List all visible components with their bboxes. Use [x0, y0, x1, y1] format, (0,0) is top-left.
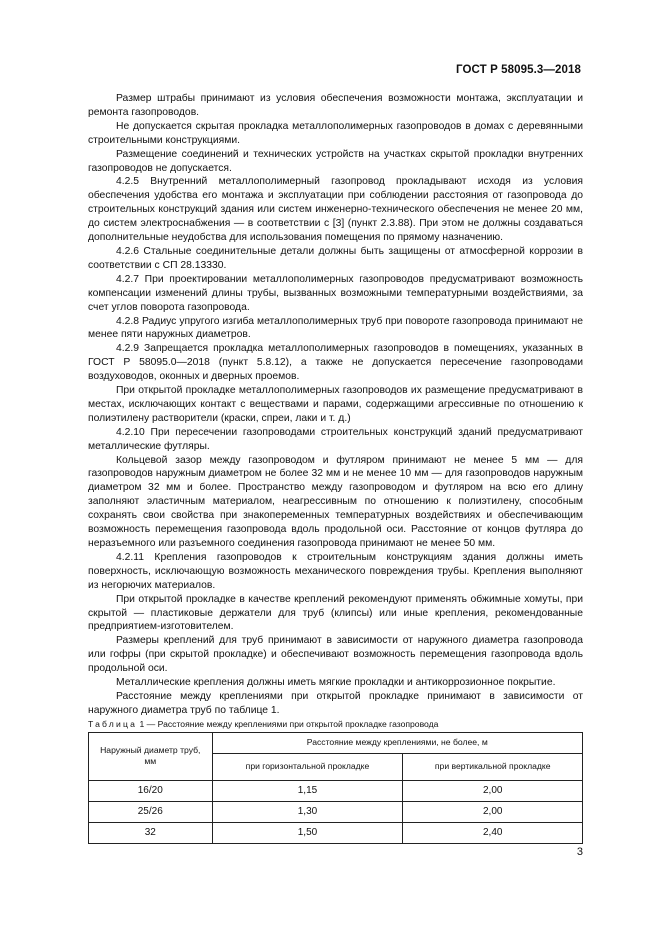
table-caption-text: 1 — Расстояние между креплениями при открытой прокладке газопровода [139, 718, 439, 729]
paragraph: Размер штрабы принимают из условия обеспечения возможности монтажа, эксплуатации и ремонта газопроводов. [88, 93, 583, 118]
distance-table [88, 732, 583, 844]
paragraph: 4.2.8 Радиус упругого изгиба металлополимерных труб при повороте газопровода принимают не менее пяти наружных диаметров. [88, 315, 583, 341]
paragraph: При открытой прокладке металлополимерных газопроводов их размещение предусматривают в местах, исключающих контакт с веществами и парами, содержащими агрессивные по отношению к полиэтилену растворители (краски, спреи, лаки и т. д.) [88, 385, 583, 424]
paragraph: Размещение соединений и технических устройств на участках скрытой прокладки внутренних газопроводов не допускается. [88, 148, 583, 174]
cell-vertical: 2,00 [403, 780, 583, 801]
document-standard-header: ГОСТ Р 58095.3—2018 [456, 64, 581, 76]
cell-vertical: 2,40 [403, 822, 583, 843]
paragraph: 4.2.7 При проектировании металлополимерных газопроводов предусматривают возможность компенсации изменений длины трубы, вызванных возможными температурными воздействиями, за счет углов поворота газопровода. [88, 273, 583, 313]
table-caption [88, 718, 583, 732]
paragraph: Кольцевой зазор между газопроводом и футляром принимают не менее 5 мм — для газопроводов наружным диаметром не более 32 мм и не менее 10 мм — для газопроводов наружным диаметром 32 мм и более. Пространство между газопроводом и футляром на всю его длину заполняют эластичным материалом, неагрессивным по отношению к полиэтилену, способным сохранять свои свойства при знакопеременных температурных воздействиях и обеспечивающим возможность перемещения газопровода вдоль продольной оси. Расстояние от концов футляра до неразъемного или разъемного соединения газопровода принимают не менее 50 мм. [88, 454, 583, 549]
paragraph: 4.2.9 Запрещается прокладка металлополимерных газопроводов в помещениях, указанных в ГОСТ Р 58095.0—2018 (пункт 5.8.12), а также не допускается пересечение газопроводами воздуховодов, оконных и дверных проемов. [88, 343, 583, 383]
paragraph: 4.2.6 Стальные соединительные детали должны быть защищены от атмосферной коррозии в соответствии с СП 28.13330. [88, 245, 583, 271]
header-diameter: Наружный диаметр труб, мм [89, 732, 213, 780]
paragraph: Размеры креплений для труб принимают в зависимости от наружного диаметра газопровода или гофры (при скрытой прокладке) и обеспечивают возможность перемещения газопровода вдоль продольной оси. [88, 635, 583, 675]
table-row [89, 780, 583, 801]
header-horizontal: при горизонтальной прокладке [212, 753, 403, 780]
table-row [89, 801, 583, 822]
paragraph: Расстояние между креплениями при открытой прокладке принимают в зависимости от наружного диаметра труб по таблице 1. [88, 690, 583, 716]
document-body [88, 92, 583, 844]
paragraph: При открытой прокладке в качестве креплений рекомендуют применять обжимные хомуты, при скрытой — пластиковые держатели для труб (клипсы) или иные крепления, рекомендованные предприятием-изготовителем. [88, 593, 583, 633]
paragraph: 4.2.5 Внутренний металлополимерный газопровод прокладывают исходя из условия обеспечения удобства его монтажа и эксплуатации при соблюдении расстояния от газопровода до строительных конструкций здания или систем инженерно-технического обеспечения не менее 20 мм, до систем электроснабжения — в соответствии с [3] (пункт 2.3.88). При этом не должны создаваться дополнительные неудобства для использования помещения по прямому назначению. [88, 176, 583, 244]
cell-diameter: 16/20 [89, 780, 213, 801]
cell-diameter: 32 [89, 822, 213, 843]
page-number: 3 [576, 846, 583, 858]
paragraph: Металлические крепления должны иметь мягкие прокладки и антикоррозионное покрытие. [116, 677, 556, 689]
table-caption-label: Таблица [88, 718, 138, 729]
paragraph: 4.2.11 Крепления газопроводов к строительным конструкциям здания должны иметь поверхность, исключающую возможность механического повреждения трубы. Крепления выполняют из негорючих материалов. [88, 551, 583, 591]
paragraph: 4.2.10 При пересечении газопроводами строительных конструкций зданий предусматривают металлические футляры. [88, 426, 583, 452]
cell-horizontal: 1,50 [212, 822, 403, 843]
header-vertical: при вертикальной прокладке [403, 753, 583, 780]
cell-vertical: 2,00 [403, 801, 583, 822]
cell-horizontal: 1,30 [212, 801, 403, 822]
header-distance: Расстояние между креплениями, не более, м [212, 732, 583, 753]
cell-diameter: 25/26 [89, 801, 213, 822]
cell-horizontal: 1,15 [212, 780, 403, 801]
table-row [89, 822, 583, 843]
paragraph: Не допускается скрытая прокладка металлополимерных газопроводов в домах с деревянными строительными конструкциями. [88, 120, 583, 146]
